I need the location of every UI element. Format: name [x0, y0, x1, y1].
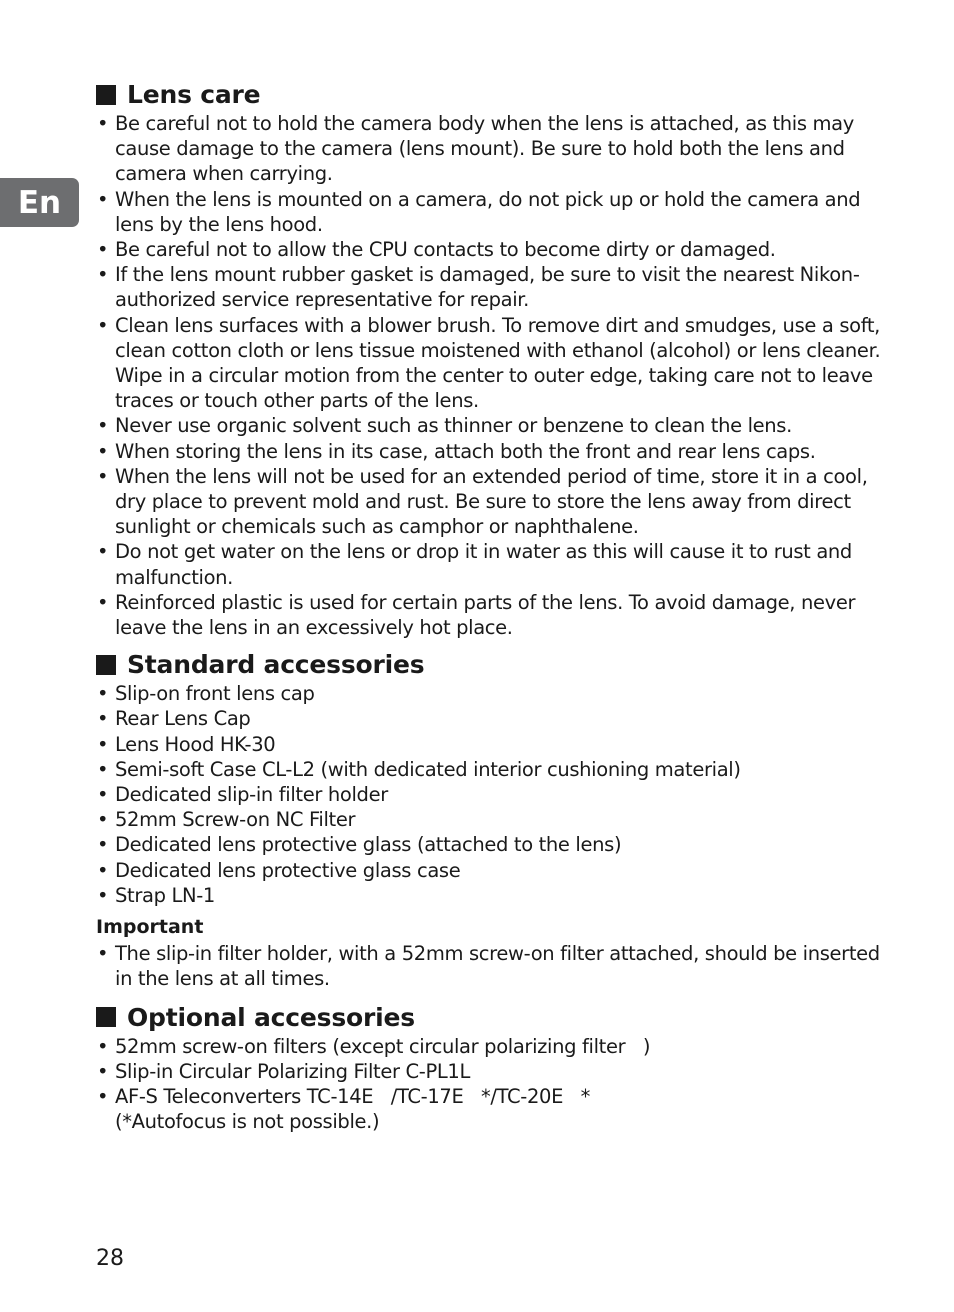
lens-care-heading [96, 78, 886, 111]
bullet-icon: • [97, 414, 109, 438]
page-content [96, 78, 886, 1134]
list-item: • 52mm screw-on filters (except circular polarizing filter ) [97, 1034, 651, 1058]
bullet-icon: • [97, 464, 109, 488]
bullet-icon: • [97, 263, 109, 287]
bullet-icon: • [97, 1084, 109, 1108]
language-tab: En [0, 178, 79, 227]
bullet-icon: • [97, 1034, 109, 1058]
list-item: • Reinforced plastic is used for certain parts of the lens. To avoid damage, never leave the lens in an excessively hot place. [97, 590, 856, 640]
bullet-icon: • [97, 313, 109, 337]
optional-accessories-list [96, 1034, 886, 1135]
bullet-icon: • [97, 187, 109, 211]
list-item: • Do not get water on the lens or drop it in water as this will cause it to rust and malfunction. [97, 540, 852, 589]
list-item: • Be careful not to hold the camera body when the lens is attached, as this may cause damage to the camera (lens mount). Be sure to hold both the lens and camera when carrying. [97, 112, 854, 186]
heading-square-icon [96, 1007, 116, 1027]
list-item: • Dedicated slip-in filter holder [97, 783, 388, 807]
bullet-icon: • [97, 757, 109, 781]
bullet-icon: • [97, 439, 109, 463]
list-item: • Lens Hood HK-30 [97, 732, 276, 756]
standard-accessories-list [96, 681, 886, 908]
bullet-icon: • [97, 942, 109, 966]
list-item: • When the lens will not be used for an extended period of time, store it in a cool, dry place to prevent mold and rust. Be sure to store the lens away from direct sunlight or chemicals such as camphor or naphthalene. [97, 464, 868, 539]
bullet-icon: • [97, 707, 109, 731]
bullet-icon: • [97, 1059, 109, 1083]
list-item: • When the lens is mounted on a camera, do not pick up or hold the camera and lens by the lens hood. [97, 187, 861, 236]
bullet-icon: • [97, 590, 109, 614]
bullet-icon: • [97, 808, 109, 832]
bullet-icon: • [97, 732, 109, 756]
lens-care-title: Lens care [127, 80, 261, 109]
optional-accessories-heading [96, 1001, 886, 1034]
list-item: • Dedicated lens protective glass case [97, 858, 461, 882]
bullet-icon: • [97, 112, 109, 135]
lens-care-list [96, 111, 886, 640]
heading-square-icon [96, 85, 116, 105]
list-item: • When storing the lens in its case, attach both the front and rear lens caps. [97, 439, 816, 463]
bullet-icon: • [97, 883, 109, 907]
page-number: 28 [96, 1246, 124, 1271]
bullet-icon: • [97, 833, 109, 857]
list-item: • Strap LN-1 [97, 883, 215, 907]
list-item: • Slip-on front lens cap [97, 682, 315, 706]
bullet-icon: • [97, 238, 109, 262]
heading-square-icon [96, 655, 116, 675]
list-item: • If the lens mount rubber gasket is damaged, be sure to visit the nearest Nikon-authorized service representative for repair. [97, 263, 860, 312]
important-label: Important [96, 916, 204, 939]
list-item: • Never use organic solvent such as thinner or benzene to clean the lens. [97, 414, 792, 438]
list-item: • Dedicated lens protective glass (attached to the lens) [97, 833, 622, 857]
optional-accessories-title: Optional accessories [127, 1002, 415, 1032]
list-item: • Semi-soft Case CL-L2 (with dedicated interior cushioning material) [97, 757, 741, 781]
important-list [96, 941, 886, 991]
list-item: • Clean lens surfaces with a blower brush. To remove dirt and smudges, use a soft, clean cotton cloth or lens tissue moistened with ethanol (alcohol) or lens cleaner. Wipe in a circular motion from the center to outer edge, taking care not to leave traces or touch other parts of the lens. [97, 313, 881, 413]
list-item: • Rear Lens Cap [97, 707, 251, 731]
bullet-icon: • [97, 540, 109, 564]
bullet-icon: • [97, 682, 109, 706]
list-item: • AF-S Teleconverters TC-14E /TC-17E */TC-20E * (*Autofocus is not possible.) [97, 1084, 591, 1134]
bullet-icon: • [97, 858, 109, 882]
list-item: • Be careful not to allow the CPU contacts to become dirty or damaged. [97, 238, 776, 262]
standard-accessories-heading [96, 648, 886, 681]
autofocus-note: (*Autofocus is not possible.) [115, 1110, 380, 1134]
bullet-icon: • [97, 783, 109, 807]
list-item: • Slip-in Circular Polarizing Filter C-PL1L [97, 1059, 470, 1083]
standard-accessories-title: Standard accessories [127, 650, 425, 680]
list-item: • The slip-in filter holder, with a 52mm screw-on filter attached, should be inserted in the lens at all times. [97, 942, 880, 991]
list-item: • 52mm Screw-on NC Filter [97, 808, 356, 832]
